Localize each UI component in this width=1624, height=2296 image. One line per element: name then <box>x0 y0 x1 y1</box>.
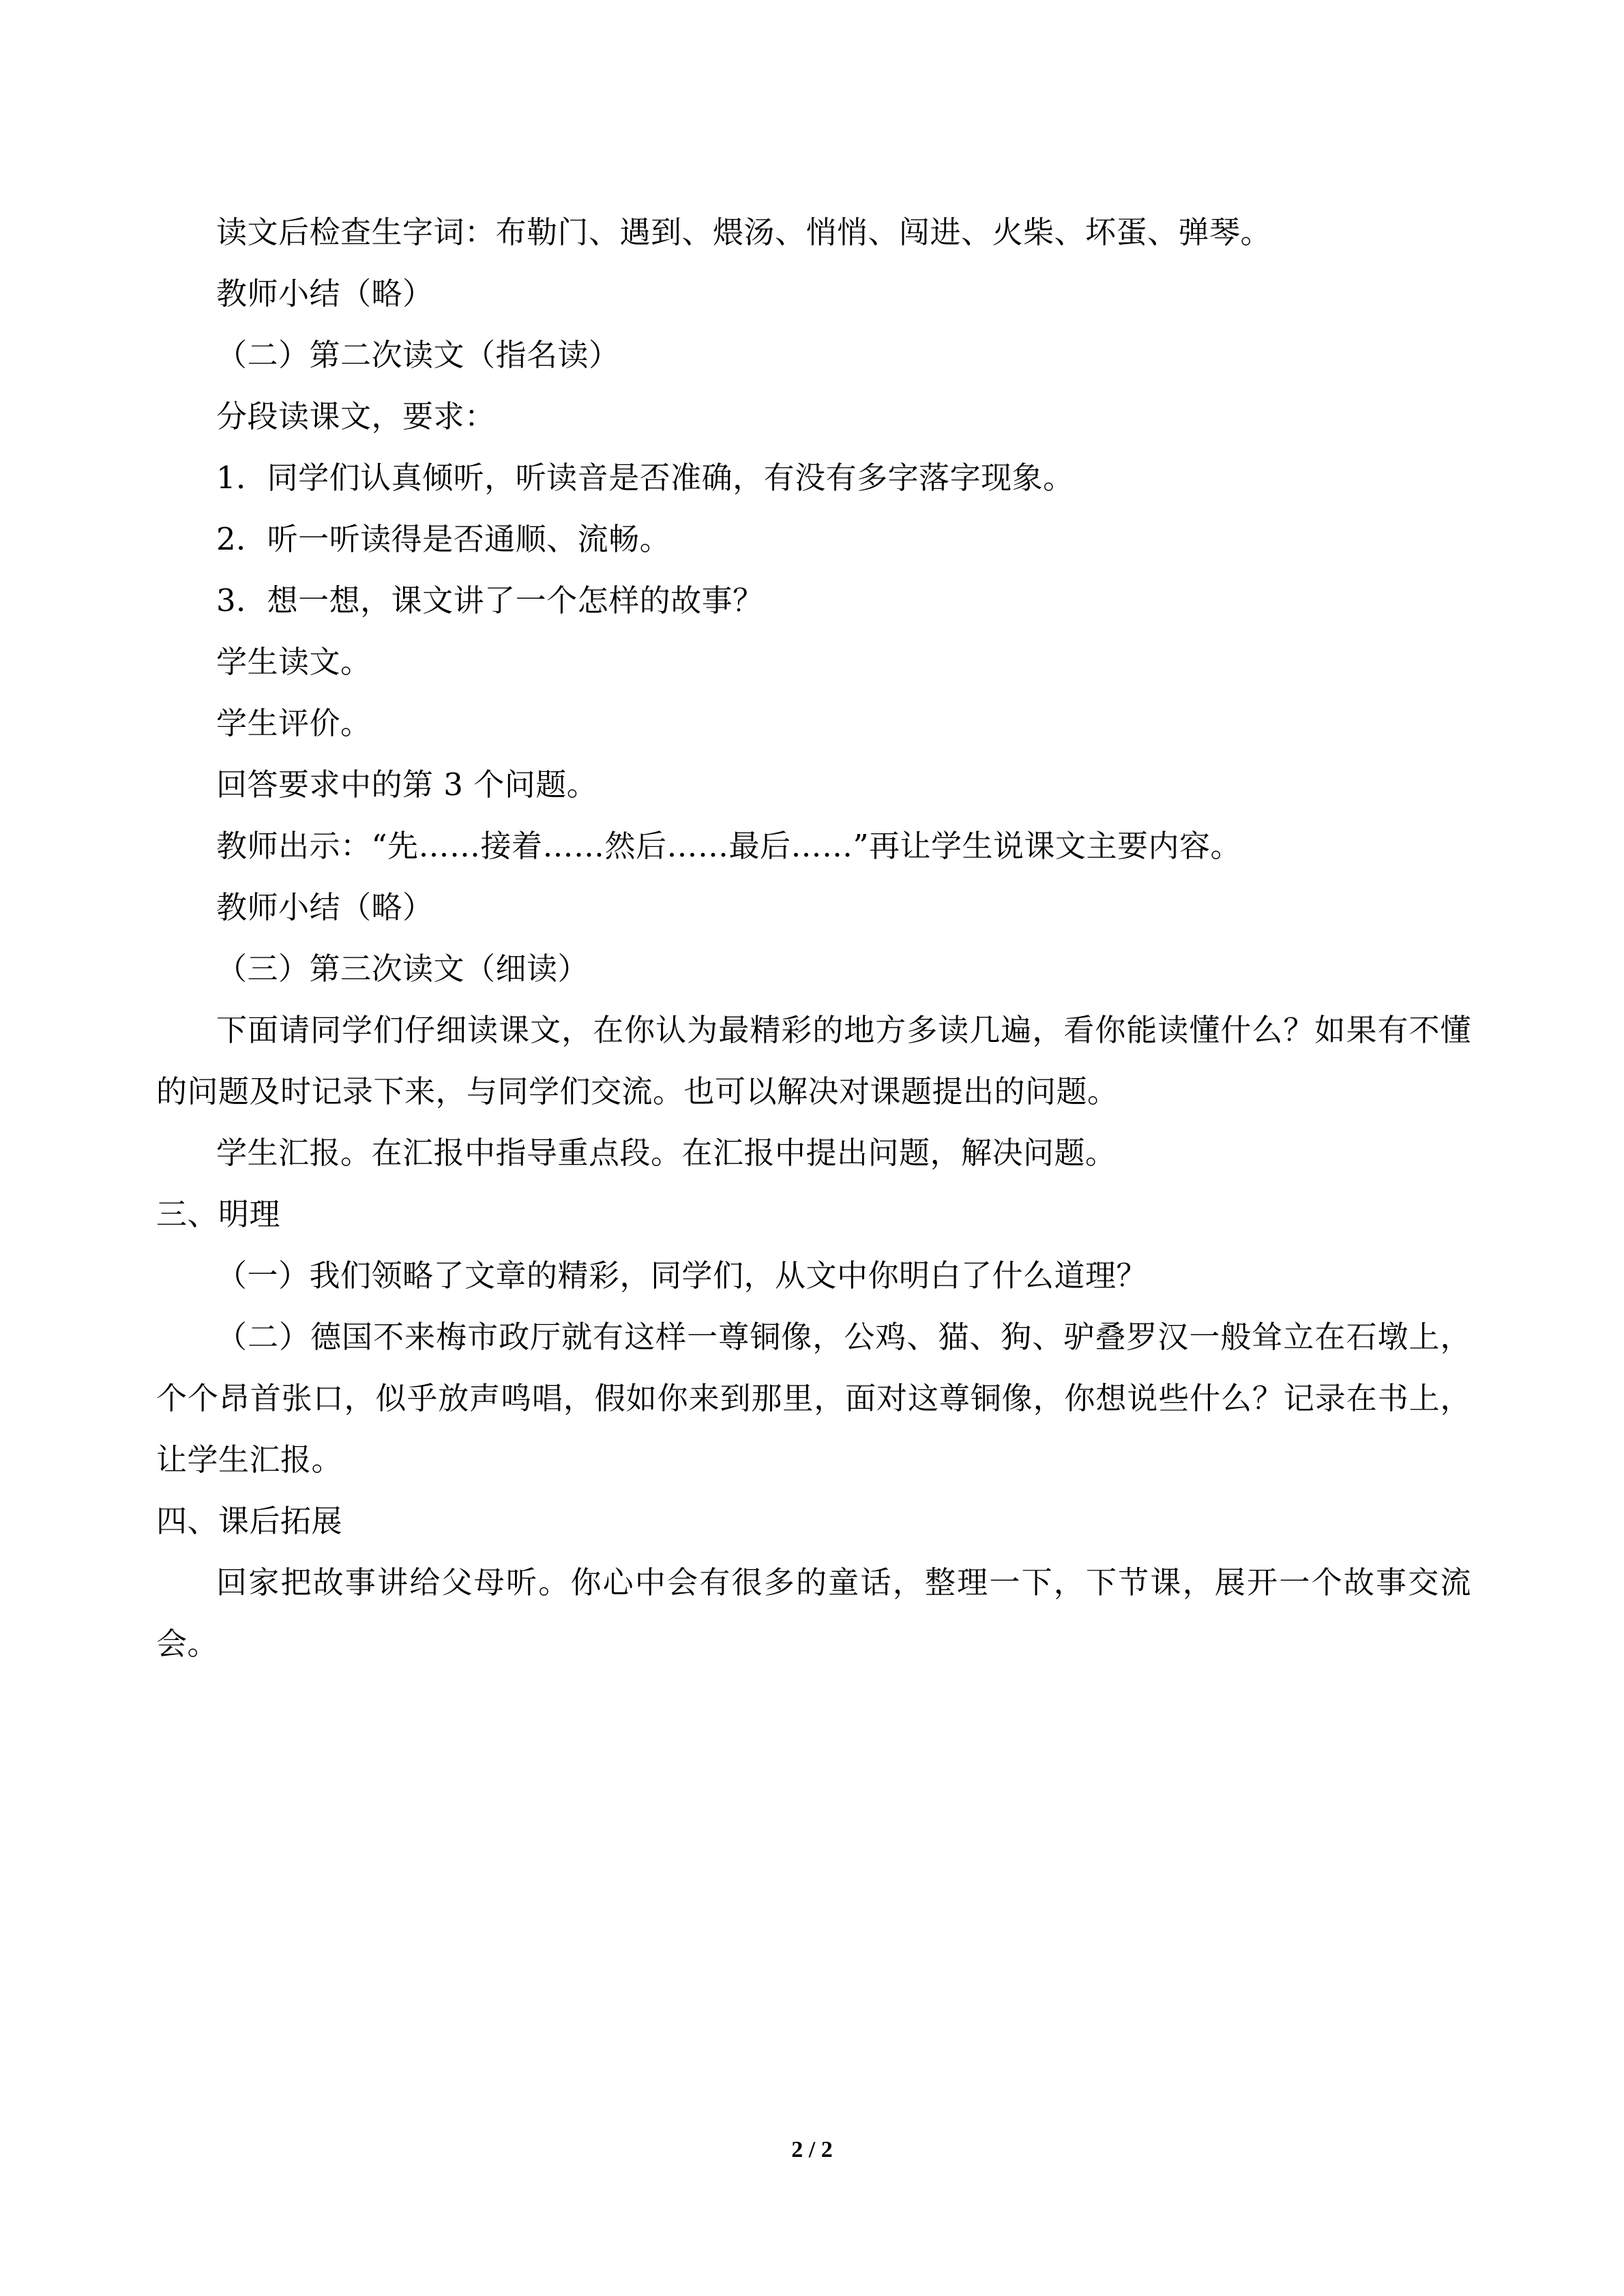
paragraph-homework: 回家把故事讲给父母听。你心中会有很多的童话，整理一下，下节课，展开一个故事交流会。 <box>156 1564 1471 1662</box>
text-line: 教师出示：“先……接着……然后……最后……”再让学生说课文主要内容。 <box>216 828 1242 864</box>
text-line: 学生评价。 <box>216 705 372 741</box>
text-line: 分段读课文，要求： <box>216 398 496 434</box>
section-subheading: （二）第二次读文（指名读） <box>216 337 620 373</box>
list-item: 2．听一听读得是否通顺、流畅。 <box>216 521 671 557</box>
list-item: 1．同学们认真倾听，听读音是否准确，有没有多字落字现象。 <box>216 460 1074 496</box>
section-heading: 三、明理 <box>156 1196 281 1232</box>
text-line: 教师小结（略） <box>216 889 434 925</box>
section-heading: 四、课后拓展 <box>156 1503 343 1539</box>
section-subheading: （三）第三次读文（细读） <box>216 951 589 987</box>
text-line: 回答要求中的第 3 个问题。 <box>216 766 598 803</box>
paragraph-statue: （二）德国不来梅市政厅就有这样一尊铜像，公鸡、猫、狗、驴叠罗汉一般耸立在石墩上，个个昂首张口，似乎放声鸣唱，假如你来到那里，面对这尊铜像，你想说些什么？记录在书上，让学生汇报。 <box>156 1319 1471 1478</box>
text-line: （一）我们领略了文章的精彩，同学们，从文中你明白了什么道理？ <box>216 1257 1148 1294</box>
paragraph-read-carefully: 下面请同学们仔细读课文，在你认为最精彩的地方多读几遍，看你能读懂什么？如果有不懂的问题及时记录下来，与同学们交流。也可以解决对课题提出的问题。 <box>156 1012 1471 1109</box>
text-line: 教师小结（略） <box>216 275 434 312</box>
text-line: 读文后检查生字词：布勒门、遇到、煨汤、悄悄、闯进、火柴、坏蛋、弹琴。 <box>216 214 1272 250</box>
list-item: 3．想一想，课文讲了一个怎样的故事？ <box>216 582 764 618</box>
document-body <box>156 202 1471 1675</box>
text-line: 学生读文。 <box>216 644 372 680</box>
text-line: 学生汇报。在汇报中指导重点段。在汇报中提出问题，解决问题。 <box>216 1135 1117 1171</box>
page-number: 2 / 2 <box>791 2137 833 2162</box>
